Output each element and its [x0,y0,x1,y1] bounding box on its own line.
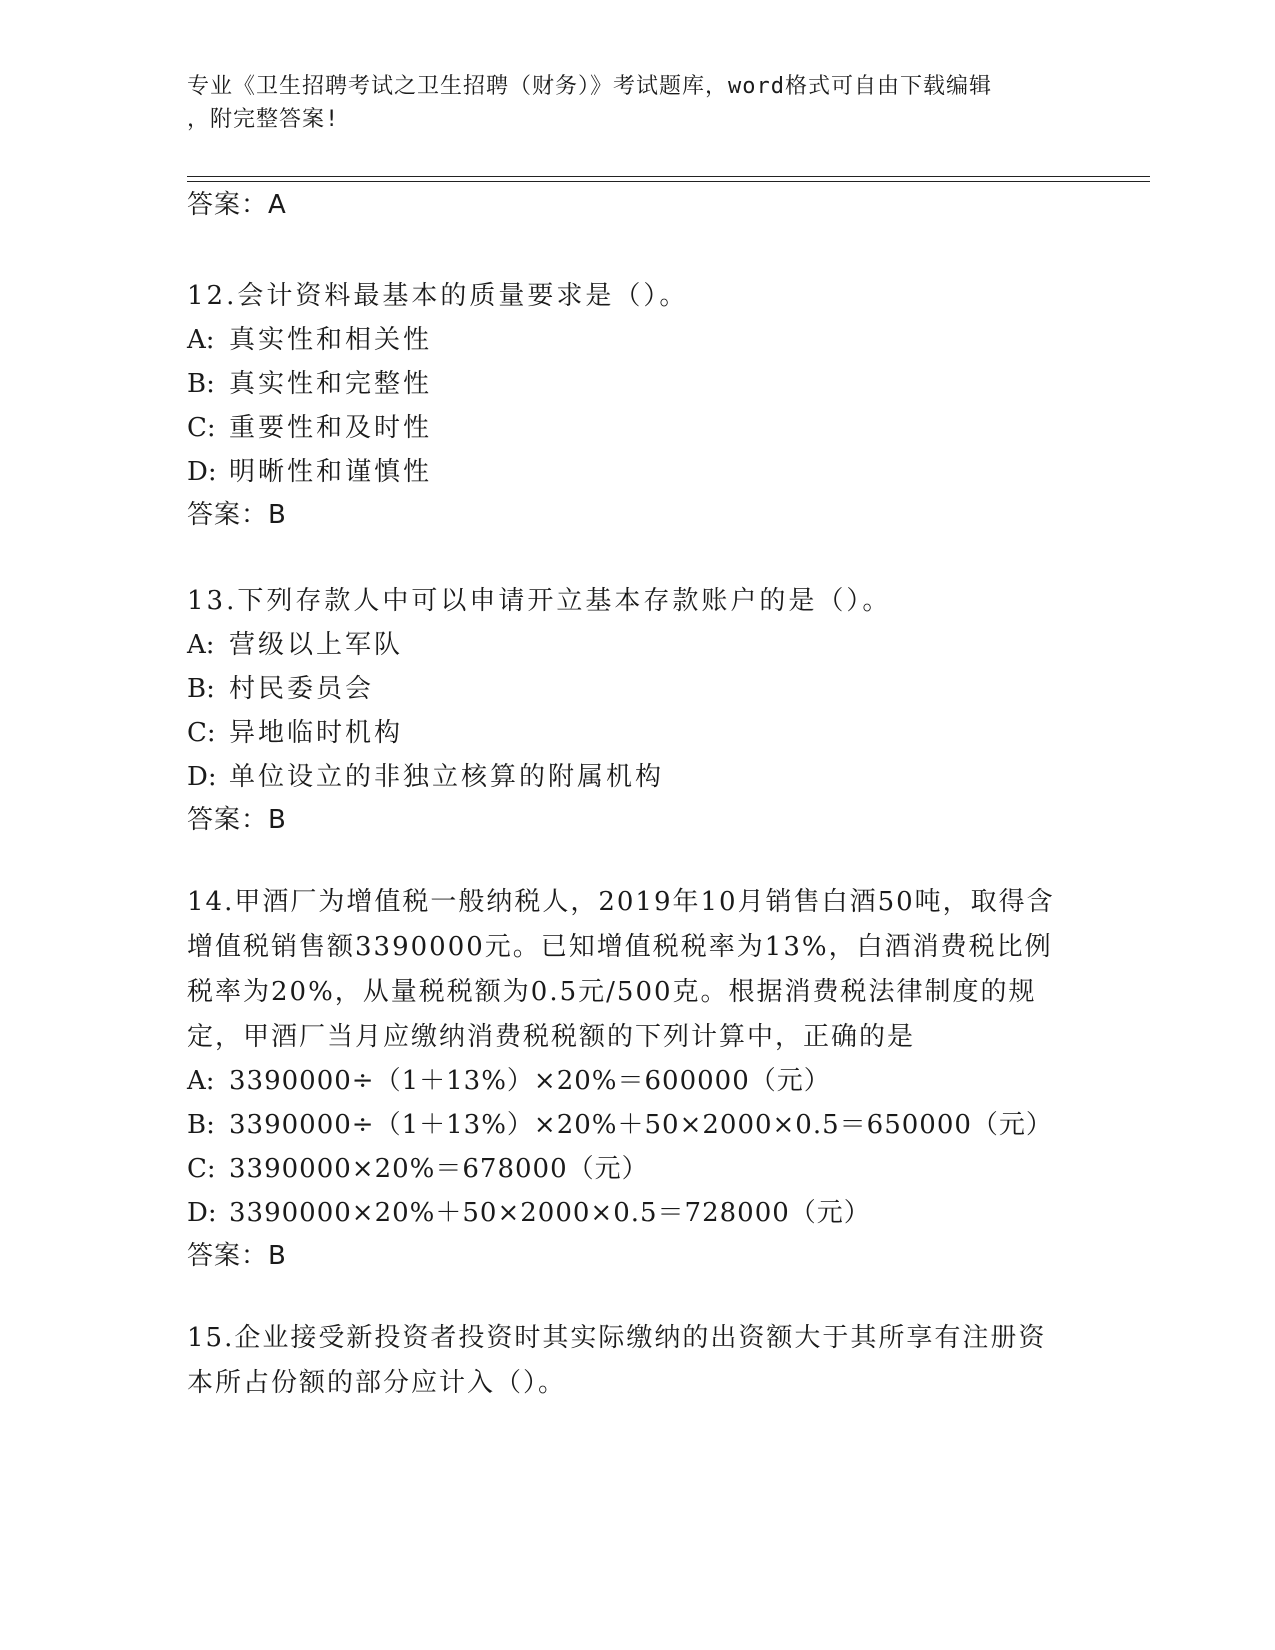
stem-line: 本所占份额的部分应计入（）。 [187,1368,567,1398]
option-text: 3390000×20%＝678000（元） [229,1154,649,1184]
question-12-option-b [187,363,432,400]
stem-line: 15.企业接受新投资者投资时其实际缴纳的出资额大于其所享有注册资 [187,1323,1047,1353]
question-12-option-c [187,407,432,444]
question-13-option-c [187,712,403,749]
option-label: D: [187,762,217,792]
question-13-option-d [187,756,664,793]
option-text: 明晰性和谨慎性 [229,457,433,487]
question-13-answer [187,799,287,836]
option-text: 村民委员会 [229,674,375,704]
option-label: C: [187,413,216,443]
option-label: C: [187,1154,216,1184]
answer-prefix: 答案： [187,805,269,835]
option-label: D: [187,457,217,487]
option-label: B: [187,369,215,399]
question-13-stem: 13.下列存款人中可以申请开立基本存款账户的是（）。 [187,586,892,616]
option-label: A: [187,1066,215,1096]
document-header [187,70,1067,136]
question-14-option-d [187,1192,871,1229]
option-text: 3390000×20%＋50×2000×0.5＝728000（元） [229,1198,871,1228]
header-line-2: ，附完整答案! [187,107,340,132]
option-text: 异地临时机构 [229,718,404,748]
answer-prefix: 答案： [187,1241,269,1271]
answer-prev [187,184,287,221]
stem-line: 定，甲酒厂当月应缴纳消费税税额的下列计算中，正确的是 [187,1022,916,1052]
answer-value: B [268,805,287,835]
question-13-option-a [187,624,403,661]
question-15-stem [187,1316,1087,1406]
option-text: 营级以上军队 [229,630,404,660]
header-divider-top [187,176,1150,177]
option-label: A: [187,630,215,660]
option-text: 单位设立的非独立核算的附属机构 [229,762,665,792]
header-divider-bottom [187,181,1150,182]
option-text: 重要性和及时性 [229,413,433,443]
answer-prefix: 答案： [187,190,269,220]
question-14-answer [187,1235,287,1272]
stem-line: 增值税销售额3390000元。已知增值税税率为13%，白酒消费税比例 [187,932,1053,962]
question-12-answer [187,494,287,531]
question-14-option-b [187,1104,1053,1141]
answer-value: B [268,1241,287,1271]
question-14-option-c [187,1148,649,1185]
option-text: 3390000÷（1＋13%）×20%＋50×2000×0.5＝650000（元） [229,1110,1053,1140]
option-text: 真实性和完整性 [229,369,433,399]
question-12-option-d [187,451,432,488]
option-label: D: [187,1198,217,1228]
option-text: 3390000÷（1＋13%）×20%＝600000（元） [229,1066,831,1096]
stem-line: 税率为20%，从量税税额为0.5元/500克。根据消费税法律制度的规 [187,977,1037,1007]
question-13-option-b [187,668,374,705]
option-label: A: [187,325,215,355]
option-label: C: [187,718,216,748]
option-label: B: [187,674,215,704]
answer-value: A [268,190,287,220]
stem-line: 14.甲酒厂为增值税一般纳税人，2019年10月销售白酒50吨，取得含 [187,887,1055,917]
answer-value: B [268,500,287,530]
option-label: B: [187,1110,215,1140]
answer-prefix: 答案： [187,500,269,530]
question-12-option-a [187,319,432,356]
question-14-stem [187,880,1087,1060]
question-14-option-a [187,1060,831,1097]
option-text: 真实性和相关性 [229,325,433,355]
header-line-1: 专业《卫生招聘考试之卫生招聘（财务）》考试题库，word格式可自由下载编辑 [187,74,992,99]
question-12-stem: 12.会计资料最基本的质量要求是（）。 [187,281,689,311]
